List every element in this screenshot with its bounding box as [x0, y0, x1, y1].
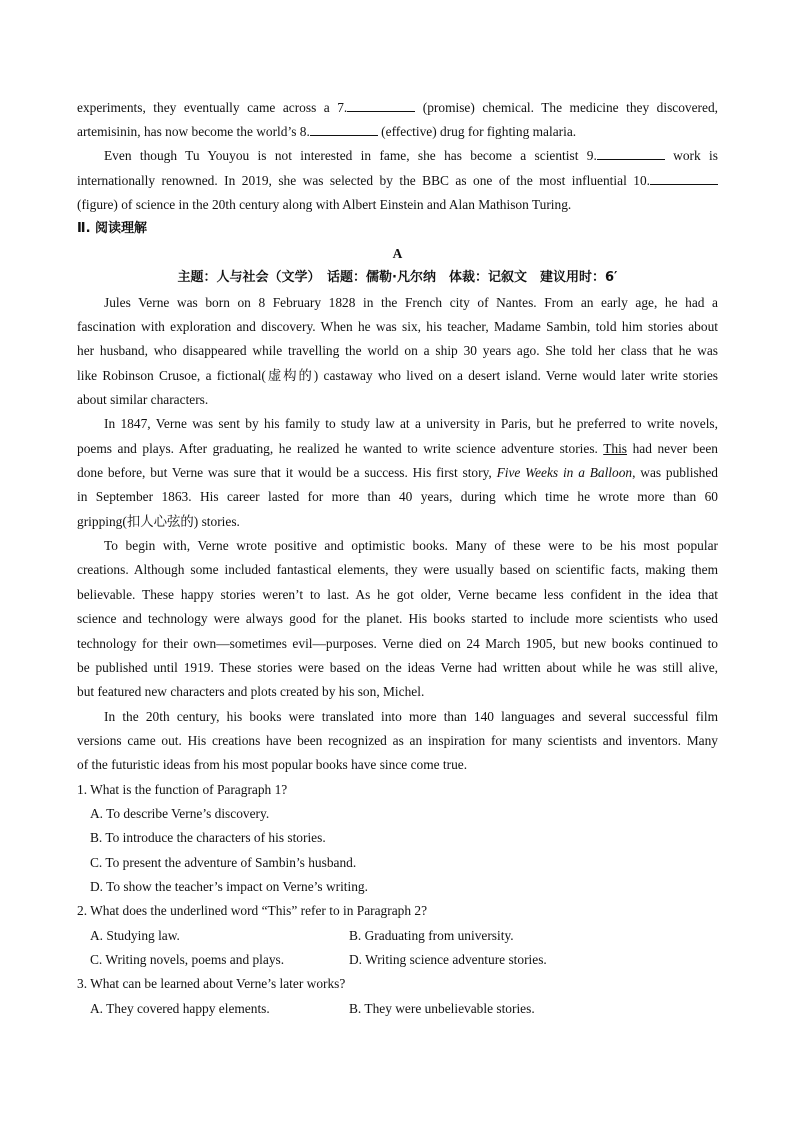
- p2-line-1: In 1847, Verne was sent by his family to study law at a university in Paris, but he preferred to write novels,: [104, 416, 718, 431]
- cloze-line-5: (figure) of science in the 20th century along with Albert Einstein and Alan Mathison Turing.: [77, 197, 572, 212]
- p3-line-5: technology for their own—sometimes evil—purposes. Verne died on 24 March 1905, but new books continued to: [77, 636, 718, 651]
- cloze-line-3: [104, 147, 718, 164]
- p3-line-6: be published until 1919. These stories were based on the ideas Verne had written about while he was still alive,: [77, 660, 718, 675]
- question-1-option-b[interactable]: B. To introduce the characters of his stories.: [90, 830, 326, 845]
- underlined-word-this: This: [603, 441, 628, 456]
- answer-blank-7[interactable]: [347, 99, 415, 112]
- question-2-option-c[interactable]: C. Writing novels, poems and plays.: [90, 952, 285, 967]
- question-2-option-d[interactable]: D. Writing science adventure stories.: [349, 952, 547, 967]
- answer-blank-10[interactable]: [650, 172, 718, 185]
- p2-text: done before, but Verne was sure that it would be a success. His first story,: [77, 465, 492, 480]
- part-label: A: [392, 246, 403, 261]
- cloze-text: work is: [673, 148, 718, 163]
- p4-line-1: In the 20th century, his books were translated into more than 140 languages and several successful film: [104, 709, 718, 724]
- p2-line-4: in September 1863. His career lasted for more than 40 years, during which time he wrote more than 60: [77, 489, 718, 504]
- cloze-text: artemisinin, has now become the world’s 8.: [77, 124, 310, 139]
- p3-line-7: but featured new characters and plots created by his son, Michel.: [77, 684, 425, 699]
- answer-blank-8[interactable]: [310, 123, 378, 136]
- p3-line-1: To begin with, Verne wrote positive and optimistic books. Many of these were to be his most popular: [104, 538, 718, 553]
- section-title: Ⅱ. 阅读理解: [77, 221, 148, 236]
- p1-line-2: fascination with exploration and discovery. When he was six, his teacher, Madame Sambin, told him stories about: [77, 319, 718, 334]
- cloze-text: (promise) chemical. The medicine they discovered,: [422, 100, 719, 115]
- question-1-stem: 1. What is the function of Paragraph 1?: [77, 782, 288, 797]
- cloze-text: (effective) drug for fighting malaria.: [381, 124, 577, 139]
- question-1-option-a[interactable]: A. To describe Verne’s discovery.: [90, 806, 270, 821]
- p2-text: , was published: [632, 465, 718, 480]
- p1-line-5: about similar characters.: [77, 392, 209, 407]
- p2-line-3: [77, 464, 718, 481]
- question-2-option-b[interactable]: B. Graduating from university.: [349, 928, 514, 943]
- question-3-option-b[interactable]: B. They were unbelievable stories.: [349, 1001, 535, 1016]
- question-3-option-a[interactable]: A. They covered happy elements.: [90, 1001, 270, 1016]
- book-title: Five Weeks in a Balloon: [496, 465, 633, 480]
- question-2-option-a[interactable]: A. Studying law.: [90, 928, 180, 943]
- p1-line-4: like Robinson Crusoe, a fictional(虚构的) castaway who lived on a desert island. Verne would later write stories: [77, 368, 718, 383]
- p2-line-5: gripping(扣人心弦的) stories.: [77, 514, 240, 529]
- p4-line-2: versions came out. His creations have been recognized as an inspiration for many scientists and inventors. Many: [77, 733, 718, 748]
- p3-line-3: believable. These happy stories weren’t to last. As he got older, Verne became less confident in the idea that: [77, 587, 718, 602]
- question-1-option-d[interactable]: D. To show the teacher’s impact on Verne’s writing.: [90, 879, 368, 894]
- cloze-line-1: [77, 99, 718, 116]
- p1-line-1: Jules Verne was born on 8 February 1828 in the French city of Nantes. From an early age, he had a: [104, 295, 718, 310]
- p2-text: poems and plays. After graduating, he realized he wanted to write science adventure stories.: [77, 441, 598, 456]
- cloze-line-4: [77, 172, 718, 189]
- p2-line-2: [77, 440, 718, 457]
- cloze-text: Even though Tu Youyou is not interested in fame, she has become a scientist 9.: [104, 148, 597, 163]
- cloze-text: internationally renowned. In 2019, she was selected by the BBC as one of the most influential 10.: [77, 173, 650, 188]
- question-2-stem: 2. What does the underlined word “This” refer to in Paragraph 2?: [77, 903, 428, 918]
- passage-meta: 主题：人与社会（文学） 话题：儒勒·凡尔纳 体裁：记叙文 建议用时：6′: [177, 270, 618, 285]
- cloze-text: experiments, they eventually came across a 7.: [77, 100, 348, 115]
- p2-text: had never been: [632, 441, 719, 456]
- question-1-option-c[interactable]: C. To present the adventure of Sambin’s husband.: [90, 855, 357, 870]
- p4-line-3: of the futuristic ideas from his most popular books have since come true.: [77, 757, 468, 772]
- answer-blank-9[interactable]: [597, 147, 665, 160]
- p1-line-3: her husband, who disappeared while travelling the world on a ship 30 years ago. She told her class that he was: [77, 343, 718, 358]
- question-3-stem: 3. What can be learned about Verne’s later works?: [77, 976, 346, 991]
- cloze-line-2: [77, 123, 718, 140]
- p3-line-4: science and technology were always good for the planet. His books started to include more scientists who used: [77, 611, 718, 626]
- p3-line-2: creations. Although some included fantastical elements, they were usually based on scientific facts, making them: [77, 562, 718, 577]
